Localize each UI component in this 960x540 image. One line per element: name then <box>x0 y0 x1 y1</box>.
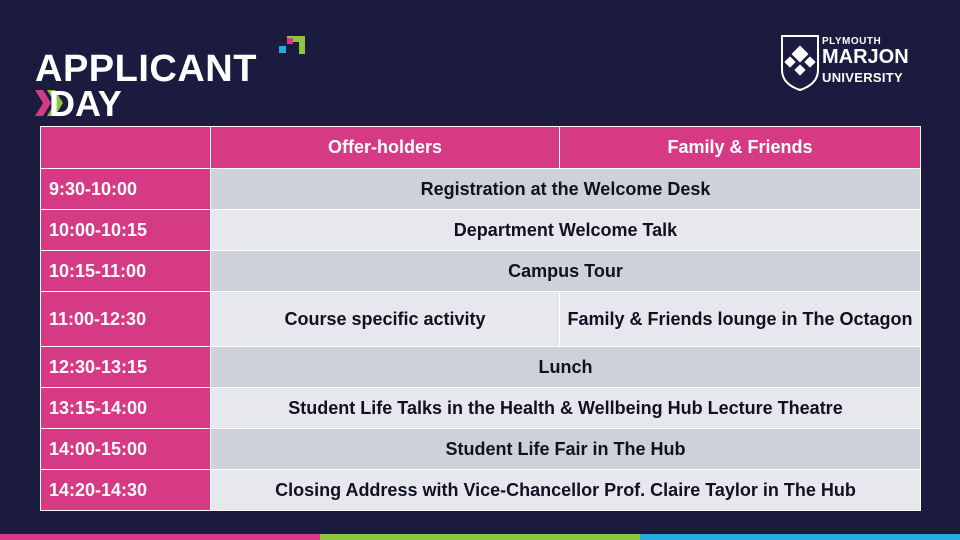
row-time: 9:30-10:00 <box>41 169 211 210</box>
row-activity: Lunch <box>211 347 921 388</box>
table-row <box>41 429 921 470</box>
row-time: 13:15-14:00 <box>41 388 211 429</box>
row-activity: Student Life Fair in The Hub <box>211 429 921 470</box>
schedule-table <box>40 126 921 511</box>
row-time: 10:00-10:15 <box>41 210 211 251</box>
footer-bar-pink <box>0 534 320 540</box>
university-name-line1: PLYMOUTH <box>822 36 882 47</box>
footer-bar-green <box>320 534 640 540</box>
row-time: 10:15-11:00 <box>41 251 211 292</box>
row-time: 14:20-14:30 <box>41 470 211 511</box>
table-row <box>41 292 921 347</box>
footer-bar-blue <box>640 534 960 540</box>
table-row <box>41 388 921 429</box>
table-row <box>41 251 921 292</box>
university-logo <box>780 34 930 94</box>
applicant-day-logo <box>35 32 315 122</box>
row-time: 11:00-12:30 <box>41 292 211 347</box>
corner-bracket-icon <box>277 32 307 62</box>
university-name-line3: UNIVERSITY <box>822 70 904 85</box>
event-title: APPLICANT <box>35 48 257 90</box>
university-name-line2: MARJON <box>822 46 909 68</box>
row-time: 12:30-13:15 <box>41 347 211 388</box>
table-row <box>41 347 921 388</box>
header-time <box>41 127 211 169</box>
university-crest-icon <box>780 34 820 92</box>
row-activity: Registration at the Welcome Desk <box>211 169 921 210</box>
table-row <box>41 169 921 210</box>
row-activity: Student Life Talks in the Health & Wellbeing Hub Lecture Theatre <box>211 388 921 429</box>
event-subtitle: DAY <box>49 83 122 124</box>
row-family-friends-activity: Family & Friends lounge in The Octagon <box>560 292 921 347</box>
row-time: 14:00-15:00 <box>41 429 211 470</box>
row-activity: Campus Tour <box>211 251 921 292</box>
header-family-friends: Family & Friends <box>560 127 921 169</box>
table-header-row <box>41 127 921 169</box>
table-row <box>41 470 921 511</box>
row-offer-holders-activity: Course specific activity <box>211 292 560 347</box>
table-row <box>41 210 921 251</box>
row-activity: Closing Address with Vice-Chancellor Prof. Claire Taylor in The Hub <box>211 470 921 511</box>
header-offer-holders: Offer-holders <box>211 127 560 169</box>
row-activity: Department Welcome Talk <box>211 210 921 251</box>
